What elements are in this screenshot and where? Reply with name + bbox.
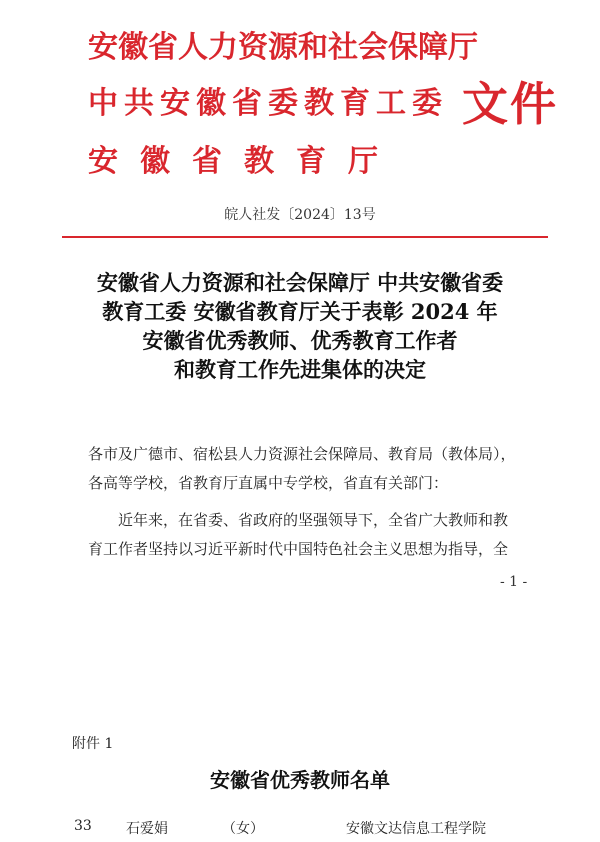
row-unit: 安徽文达信息工程学院: [346, 821, 486, 837]
document-number: 皖人社发〔2024〕13号: [224, 207, 376, 223]
list-item: [0, 818, 600, 840]
row-number: 33: [74, 818, 92, 834]
issuer-education-department: 安徽省教育厅: [88, 144, 400, 179]
body-line: 育工作者坚持以习近平新时代中国特色社会主义思想为指导，全: [88, 540, 509, 558]
title-line: 安徽省人力资源和社会保障厅 中共安徽省委: [96, 270, 504, 295]
title-line: 安徽省优秀教师、优秀教育工作者: [142, 328, 458, 353]
row-name: 石爱娟: [126, 821, 168, 837]
addressee-line: 各高等学校，省教育厅直属中专学校，省直有关部门：: [88, 474, 449, 492]
attachment-list-title: 安徽省优秀教师名单: [210, 768, 390, 792]
body-line: 近年来，在省委、省政府的坚强领导下，全省广大教师和教: [118, 511, 509, 529]
addressee: [88, 440, 558, 498]
body-paragraph: [88, 506, 558, 564]
title-line: 和教育工作先进集体的决定: [174, 357, 426, 382]
addressee-line: 各市及广德市、宿松县人力资源社会保障局、教育局（教体局），: [88, 445, 516, 463]
title-line: 教育工委 安徽省教育厅关于表彰 2024 年: [102, 299, 498, 324]
issuer-education-committee: 中共安徽省委教育工委: [88, 86, 448, 121]
red-divider: [62, 236, 548, 238]
document-header: [88, 18, 558, 188]
document-title: [0, 268, 600, 384]
document-type-label: 文件: [462, 77, 558, 131]
attachment-label: 附件 1: [72, 736, 114, 752]
row-gender: （女）: [222, 821, 264, 837]
page-number: - 1 -: [500, 574, 528, 590]
issuer-hrss: 安徽省人力资源和社会保障厅: [88, 30, 478, 65]
